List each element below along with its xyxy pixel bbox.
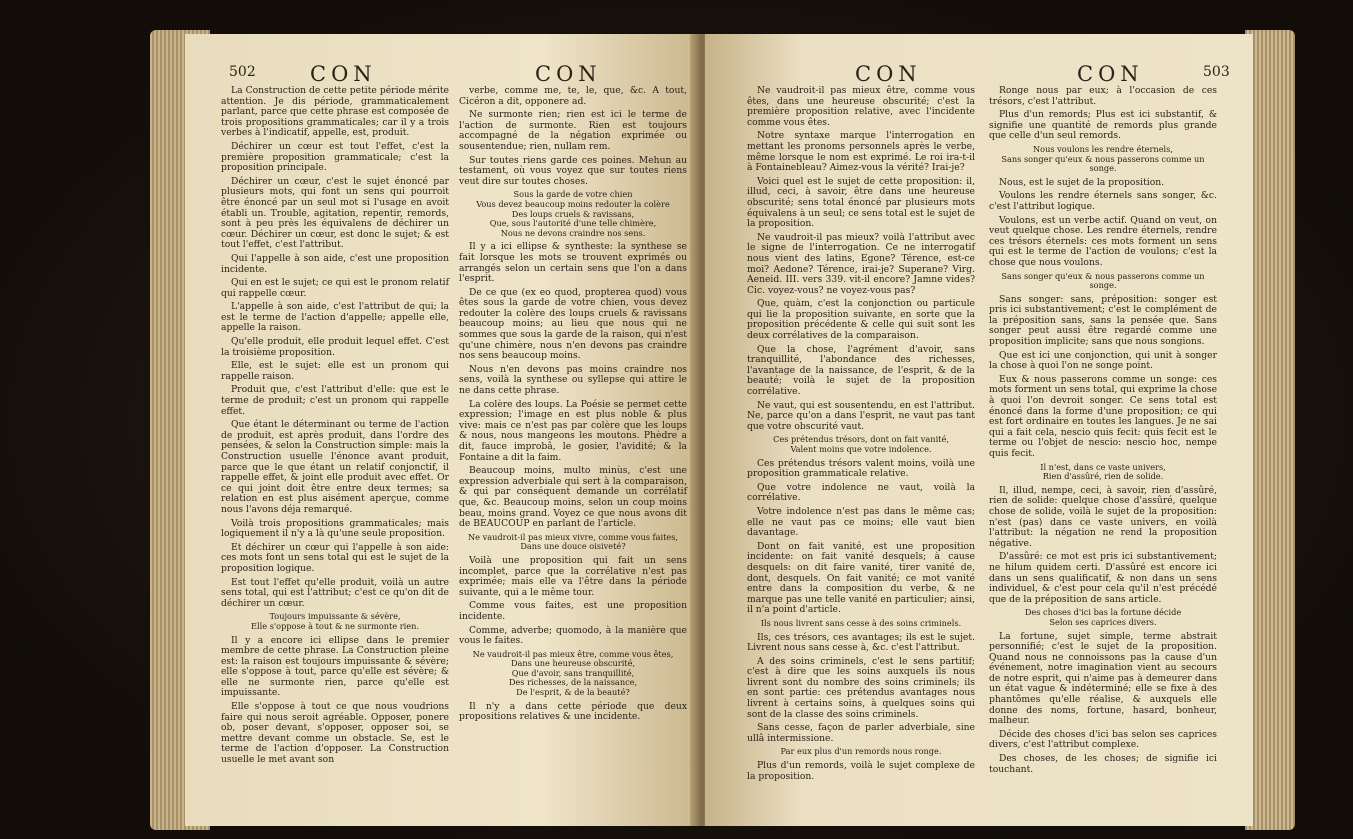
verse-line: Sans songer qu'eux & nous passerons comme un songe. <box>1001 153 1205 174</box>
paragraph: Sur toutes riens garde ces poines. Mehun au testament, où vous voyez que sur toutes riens veut dire sur toutes choses. <box>459 154 687 187</box>
verse-line: Par eux plus d'un remords nous ronge. <box>780 746 942 757</box>
verse-line: Selon ses caprices divers. <box>1049 616 1157 627</box>
paragraph: Que étant le déterminant ou terme de l'action de produit, est après produit, dans l'ordre des pensées, & selon la Construction simple: mais la Construction usuelle l'énonce avant produit, parce que le que étant un relatif conjonctif, il rappelle effet, & joint elle produit avec effet. Or ce qui joint doit être entre deux termes; sa relation en est plus aisément aperçue, comme nous l'avons déja remarqué. <box>221 419 449 515</box>
verse-quotation <box>989 145 1217 174</box>
paragraph: Notre syntaxe marque l'interrogation en mettant les pronoms personnels après le verbe, même lorsque le nom est exprimé. Le roi ira-t-il à Fontainebleau? Aimez-vous la vérité? Irai-je? <box>747 130 975 174</box>
paragraph: Qui en est le sujet; ce qui est le pronom relatif qui rappelle cœur. <box>221 277 449 299</box>
paragraph: Et déchirer un cœur qui l'appelle à son aide: ces mots font un sens total qui est le sujet de la proposition logique. <box>221 541 449 574</box>
paragraph: Elle s'oppose à tout ce que nous voudrions faire qui nous seroit agréable. Opposer, ponere ob, poser devant, s'opposer, opposer soi, se mettre devant comme un obstacle. Se, est le terme de l'action d'opposer. La Construction usuelle le met avant son <box>221 701 449 766</box>
paragraph: Ces prétendus trésors valent moins, voilà une proposition grammaticale relative. <box>747 457 975 480</box>
verse-line: Ne vaudroit-il pas mieux être, comme vous êtes, <box>472 648 674 659</box>
verse-quotation <box>459 650 687 698</box>
paragraph: Ne vaudroit-il pas mieux être, comme vous êtes, dans une heureuse obscurité; c'est la première proposition relative, avec l'incidente comme vous êtes. <box>747 85 975 128</box>
paragraph: Eux & nous passerons comme un songe: ces mots forment un sens total, qui exprime la chose à quoi l'on devroit songer. Ce sens total est énoncé dans la forme d'une proposition; ce qui est fort ordinaire en toutes les langues. Je ne sai qui a fait cela, nescio quis fecit: quis fecit est le terme ou l'objet de nescio: nescio hoc, nempe quis fecit. <box>989 373 1217 459</box>
paragraph: Sans cesse, façon de parler adverbiale, sine ullâ intermissione. <box>747 722 975 744</box>
verse-line: Des loups cruels & ravissans, <box>511 208 635 219</box>
right-header-word-2: CON <box>1077 62 1144 86</box>
right-page-column-1 <box>747 86 975 785</box>
paragraph: Ils, ces trésors, ces avantages; ils est le sujet. Livrent nous sans cesse à, &c. c'est l'attribut. <box>747 631 975 654</box>
paragraph: Qu'elle produit, elle produit lequel effet. C'est la troisième proposition. <box>221 336 449 358</box>
paragraph: Il y a encore ici ellipse dans le premier membre de cette phrase. La Construction pleine est: la raison est toujours impuissante & sévère; elle s'oppose à tout, parce qu'elle est sévère; & elle ne surmonte rien, parce qu'elle est impuissante. <box>221 634 449 699</box>
paragraph: verbe, comme me, te, le, que, &c. A tout, Cicéron a dit, opponere ad. <box>459 85 687 107</box>
paragraph: Est tout l'effet qu'elle produit, voilà un autre sens total, qui est l'attribut; c'est ce qu'on dit de déchirer un cœur. <box>221 576 449 609</box>
paragraph: Que votre indolence ne vaut, voilà la corrélative. <box>747 481 975 504</box>
left-header-word-1: CON <box>310 62 377 86</box>
paragraph: Elle, est le sujet: elle est un pronom qui rappelle raison. <box>221 360 449 382</box>
verse-line: Dans une heureuse obscurité, <box>510 658 636 669</box>
paragraph: Il n'y a dans cette période que deux propositions relatives & une incidente. <box>459 700 687 723</box>
paragraph: Sans songer: sans, préposition: songer est pris ici substantivement; c'est le complément de la préposition sans, sans la pensée que. Sans songer peut aussi être regardé comme une proposition implicite; sans que nous songions. <box>989 293 1217 348</box>
right-page <box>705 34 1253 826</box>
paragraph: Qui l'appelle à son aide, c'est une proposition incidente. <box>221 252 449 275</box>
paragraph: D'assûré: ce mot est pris ici substantivement; ne hilum quidem certi. D'assûré est encore ici dans un sens qualificatif, & non dans un sens individuel, & c'est pour cela qu'il n'est précédé que de la préposition de sans article. <box>989 551 1217 605</box>
verse-quotation <box>747 435 975 454</box>
paragraph: Voulons, est un verbe actif. Quand on veut, on veut quelque chose. Les rendre éternels, rendre ces trésors éternels: ces mots forment un sens qui est le terme de l'action de voulons; c'est la chose que nous voulons. <box>989 214 1217 268</box>
verse-line: Vous devez beaucoup moins redouter la colère <box>476 198 670 209</box>
paragraph: Voilà une proposition qui fait un sens incomplet, parce que la corrélative n'est pas exprimée; mais elle va l'être dans la période suivante, qui a le même tour. <box>459 554 687 598</box>
paragraph: Voici quel est le sujet de cette proposition: il, illud, ceci, à savoir, être dans une heureuse obscurité; sens total énoncé par plusieurs mots équivalens à un seul; ce sens total est le sujet de la proposition. <box>747 175 975 230</box>
verse-quotation <box>747 619 975 629</box>
verse-line: Sans songer qu'eux & nous passerons comme un songe. <box>1001 270 1205 291</box>
paragraph: Voilà trois propositions grammaticales; mais logiquement il n'y a là qu'une seule proposition. <box>221 517 449 540</box>
paragraph: Ne surmonte rien; rien est ici le terme de l'action de surmonte. Rien est toujours accompagné de la négation exprimée ou sousentendue; rien, nullam rem. <box>459 109 687 152</box>
paragraph: De ce que (ex eo quod, propterea quod) vous êtes sous la garde de votre chien, vous devez redouter la colère des loups cruels & ravissans beaucoup moins; au lieu que nous qui ne sommes que sous la garde de la raison, qui n'est qu'une chimère, nous n'en devons pas craindre nos sens beaucoup moins. <box>459 286 687 362</box>
verse-line: Que d'avoir, sans tranquillité, <box>511 667 635 678</box>
paragraph: Il, illud, nempe, ceci, à savoir, rien d'assûré, rien de solide: quelque chose d'assûré, quelque chose de solide, voilà le sujet de la proposition: n'est (pas) dans ce vaste univers, en voilà l'attribut: la négation ne rend la proposition négative. <box>989 484 1217 549</box>
paragraph: Beaucoup moins, multo minùs, c'est une expression adverbiale qui sert à la comparaison, & qui par conséquent demande un corrélatif que, &c. Beaucoup moins, selon un coup moins beau, moins grand. Voyez ce que nous avons dit de BEAUCOUP en parlant de l'article. <box>459 465 687 530</box>
right-header-word-1: CON <box>855 62 922 86</box>
verse-quotation <box>989 272 1217 291</box>
paragraph: Il y a ici ellipse & syntheste: la synthese se fait lorsque les mots se trouvent exprimés ou arrangés selon un certain sens que l'on a dans l'esprit. <box>459 241 687 285</box>
paragraph: Voulons les rendre éternels sans songer, &c. c'est l'attribut logique. <box>989 190 1217 212</box>
paragraph: La colère des loups. La Poésie se permet cette expression; l'image en est plus noble & plus vive: mais ce n'est pas par colère que les loups & nous, nous mangeons les moutons. Phèdre a dit, fauce improbâ, le gosier, l'avidité; & la Fontaine a dit la faim. <box>459 398 687 463</box>
paragraph: Que est ici une conjonction, qui unit à songer la chose à quoi l'on ne songe point. <box>989 349 1217 372</box>
verse-line: Ils nous livrent sans cesse à des soins criminels. <box>760 617 962 628</box>
left-page-number: 502 <box>229 64 256 80</box>
verse-quotation <box>459 533 687 552</box>
verse-quotation <box>989 608 1217 627</box>
verse-line: Nous ne devons craindre nos sens. <box>500 227 646 238</box>
paragraph: Que la chose, l'agrément d'avoir, sans tranquillité, l'abondance des richesses, l'avantage de la naissance, de l'esprit, & de la beauté; voilà le sujet de la proposition corrélative. <box>747 343 975 398</box>
paragraph: Décide des choses d'ici bas selon ses caprices divers, c'est l'attribut complexe. <box>989 728 1217 751</box>
paragraph: Ronge nous par eux; à l'occasion de ces trésors, c'est l'attribut. <box>989 85 1217 107</box>
left-page-column-1 <box>221 86 449 769</box>
paragraph: Comme, adverbe; quomodo, à la manière que vous le faites. <box>459 624 687 647</box>
paragraph: Nous n'en devons pas moins craindre nos sens, voilà la synthese ou syllepse qui attire le ne dans cette phrase. <box>459 363 687 397</box>
paragraph: Plus d'un remords; Plus est ici substantif, & signifie une quantité de remords plus grande que celle d'un seul remords. <box>989 109 1217 142</box>
verse-quotation <box>221 612 449 631</box>
paragraph: Des choses, de les choses; de signifie ici touchant. <box>989 753 1217 775</box>
left-header-word-2: CON <box>535 62 602 86</box>
paragraph: Votre indolence n'est pas dans le même cas; elle ne vaut pas ce moins; elle vaut bien davantage. <box>747 505 975 539</box>
verse-line: Toujours impuissante & sévère, <box>269 611 401 622</box>
paragraph: Déchirer un cœur est tout l'effet, c'est la première proposition grammaticale; c'est la proposition principale. <box>221 140 449 174</box>
verse-line: Il n'est, dans ce vaste univers, <box>1040 461 1166 472</box>
left-page <box>185 34 697 826</box>
verse-line: Rien d'assûré, rien de solide. <box>1042 471 1164 482</box>
paragraph: Plus d'un remords, voilà le sujet complexe de la proposition. <box>747 760 975 782</box>
verse-line: Dans une douce oisiveté? <box>520 541 626 552</box>
paragraph: Nous, est le sujet de la proposition. <box>999 176 1165 188</box>
verse-line: Nous voulons les rendre éternels, <box>1033 143 1173 154</box>
paragraph: La Construction de cette petite période mérite attention. Je dis période, grammaticalement parlant, parce que cette phrase est composée de trois propositions grammaticales; car il y a trois verbes à l'indicatif, appelle, est, produit. <box>221 85 449 139</box>
verse-quotation <box>989 463 1217 482</box>
paragraph: Comme vous faites, est une proposition incidente. <box>459 600 687 622</box>
verse-line: Elle s'oppose à tout & ne surmonte rien. <box>251 620 419 631</box>
verse-line: Que, sous l'autorité d'une telle chimère, <box>489 218 657 229</box>
verse-line: Ces prétendus trésors, dont on fait vanité, <box>773 434 949 445</box>
verse-line: Ne vaudroit-il pas mieux vivre, comme vous faites, <box>467 531 679 542</box>
paragraph: Que, quàm, c'est la conjonction ou particule qui lie la proposition suivante, en sorte que la proposition précédente & celle qui suit sont les deux corrélatives de la comparaison. <box>747 298 975 342</box>
paragraph: Produit que, c'est l'attribut d'elle: que est le terme de produit; c'est un pronom qui rappelle effet. <box>221 384 449 417</box>
paragraph: L'appelle à son aide, c'est l'attribut de qui; la est le terme de l'action d'appelle; appelle elle, appelle la raison. <box>221 301 449 334</box>
right-page-number: 503 <box>1203 64 1230 80</box>
paragraph: Ne vaut, qui est sousentendu, en est l'attribut. Ne, parce qu'on a dans l'esprit, ne vaut pas tant que votre obscurité vaut. <box>747 399 975 432</box>
paragraph: La fortune, sujet simple, terme abstrait personnifié; c'est le sujet de la proposition. Quand nous ne connoissons pas la cause d'un événement, notre imagination vient au secours de notre esprit, qui n'aime pas à demeurer dans un état vague & indéterminé; elle se fixe à des phantômes qu'elle réalise, & auxquels elle donne des noms, fortune, hasard, bonheur, malheur. <box>989 630 1217 727</box>
verse-line: Des richesses, de la naissance, <box>508 677 638 688</box>
verse-line: De l'esprit, & de la beauté? <box>516 687 630 698</box>
left-page-column-2 <box>459 86 687 726</box>
verse-line: Sous la garde de votre chien <box>513 189 633 200</box>
paragraph: Ne vaudroit-il pas mieux? voilà l'attribut avec le signe de l'interrogation. Ce ne interrogatif nous vient des latins, Egone? Térence, est-ce moi? Aedone? Térence, irai-je? Superane? Virg. Aeneid. III. vers 339. vit-il encore? Jamne vides? Cic. voyez-vous? ne voyez-vous pas? <box>747 231 975 296</box>
verse-line: Valent moins que votre indolence. <box>790 444 932 454</box>
paragraph: Déchirer un cœur, c'est le sujet énoncé par plusieurs mots, qui font un sens qui pourroit être énoncé par un seul mot si l'usage en avoit établi un. Trouble, agitation, repentir, remords, sont à peu près les équivalens de déchirer un cœur. Déchirer un cœur, est donc le sujet; & est tout l'effet, c'est l'attribut. <box>221 175 449 251</box>
verse-quotation <box>747 747 975 757</box>
verse-line: Des choses d'ici bas la fortune décide <box>1024 607 1182 618</box>
paragraph: A des soins criminels, c'est le sens partitif; c'est à dire que les soins auxquels ils nous livrent sont du nombre des soins criminels; ils en sont partie: ces prétendus avantages nous livrent à certains soins, à quelques soins qui sont de la classe des soins criminels. <box>747 655 975 720</box>
paragraph: Dont on fait vanité, est une proposition incidente: on fait vanité desquels; à cause desquels: on dit faire vanité, tirer vanité de, dont, desquels. On fait vanité; ce mot vanité entre dans la composition du verbe, & ne marque pas une telle vanité en particulier; ainsi, il n'a point d'article. <box>747 540 975 616</box>
verse-quotation <box>459 190 687 238</box>
right-page-column-2 <box>989 86 1217 778</box>
